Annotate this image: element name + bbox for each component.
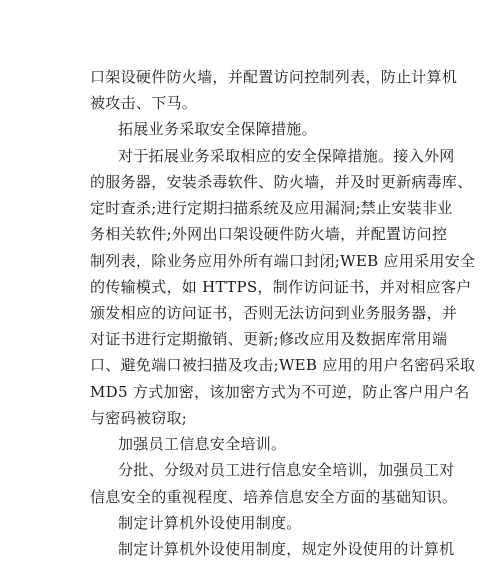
text-line: 的服务器，安装杀毒软件、防火墙，并及时更新病毒库、: [90, 172, 473, 191]
text-line: 口架设硬件防火墙，并配置访问控制列表，防止计算机: [90, 68, 458, 86]
text-line: 信息安全的重视程度、培养信息安全方面的基础知识。: [90, 487, 458, 506]
text-line: 的传输模式，如 HTTPS，制作访问证书，并对相应客户: [90, 277, 472, 296]
text-line: 对证书进行定期撤销、更新;修改应用及数据库常用端: [90, 330, 448, 349]
text-line: 对于拓展业务采取相应的安全保障措施。接入外网: [118, 146, 455, 165]
section-heading: 制定计算机外设使用制度。: [118, 513, 302, 532]
text-line: 口、避免端口被扫描及攻击;WEB 应用的用户名密码采取: [90, 356, 476, 375]
text-line: MD5 方式加密，该加密方式为不可逆，防止客户用户名: [90, 382, 470, 401]
text-line: 与密码被窃取;: [90, 408, 188, 427]
text-line: 分批、分级对员工进行信息安全培训，加强员工对: [118, 461, 455, 480]
text-line: 颁发相应的访问证书，否则无法访问到业务服务器，并: [90, 304, 458, 322]
section-heading: 加强员工信息安全培训。: [118, 435, 287, 454]
text-line: 被攻击、下马。: [90, 94, 198, 113]
text-line: 制列表，除业务应用外所有端口封闭;WEB 应用采用安全: [90, 251, 476, 270]
text-line: 制定计算机外设使用制度，规定外设使用的计算机: [118, 540, 455, 558]
text-line: 务相关软件;外网出口架设硬件防火墙，并配置访问控: [90, 225, 448, 244]
section-heading: 拓展业务采取安全保障措施。: [118, 120, 317, 139]
text-line: 定时查杀;进行定期扫描系统及应用漏洞;禁止安装非业: [90, 199, 453, 218]
